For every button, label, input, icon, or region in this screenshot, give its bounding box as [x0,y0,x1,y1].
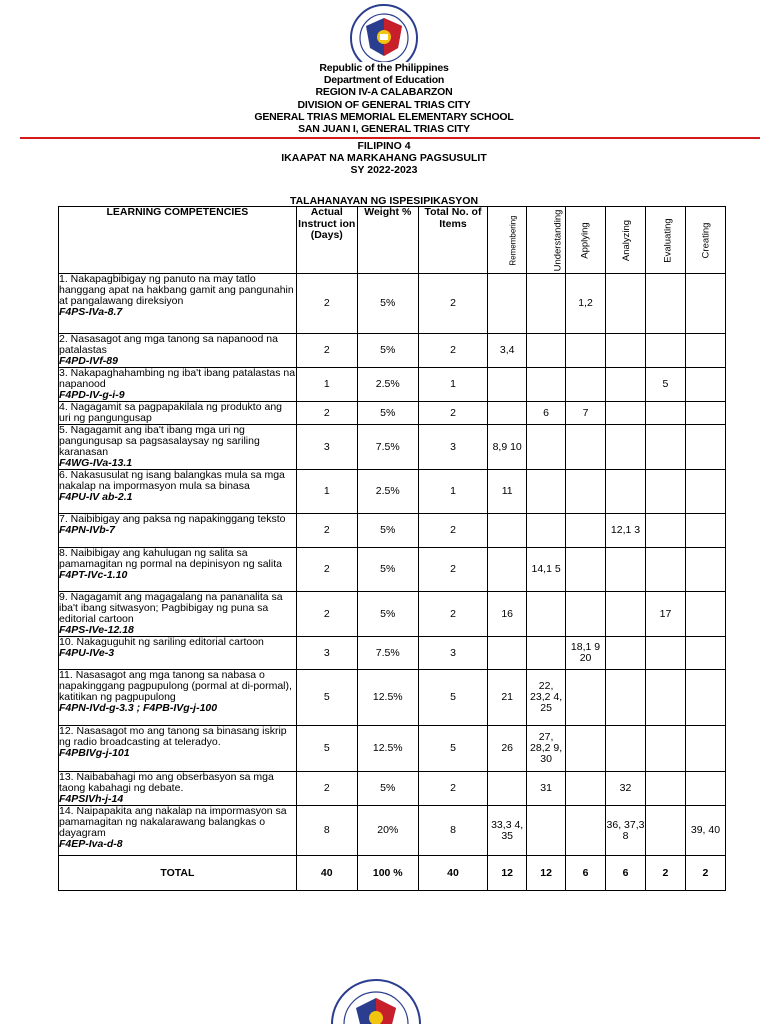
applying-cell [566,548,606,592]
competency-text: 2. Nasasagot ang mga tanong sa napanood na patalastas [59,333,278,356]
applying-cell [566,592,606,637]
total-creating: 2 [685,856,725,891]
deped-seal-footer-icon [330,978,422,1024]
remembering-cell [488,548,527,592]
evaluating-cell [645,334,685,368]
weight-cell: 2.5% [357,368,418,402]
creating-cell [685,548,725,592]
analyzing-cell [606,548,646,592]
analyzing-cell [606,274,646,334]
letterhead-line-address: SAN JUAN I, GENERAL TRIAS CITY [298,123,470,136]
competency-cell [59,637,297,670]
applying-cell: 18,1 9 20 [566,637,606,670]
evaluating-cell [645,726,685,772]
creating-cell [685,402,725,425]
items-cell: 5 [418,726,487,772]
understanding-cell [527,592,566,637]
items-cell: 5 [418,670,487,726]
competency-code: F4PS-IVe-12.18 [59,624,134,636]
competency-row [59,592,726,637]
total-days: 40 [296,856,357,891]
creating-cell: 39, 40 [685,806,725,856]
evaluating-cell [645,470,685,514]
understanding-cell: 14,1 5 [527,548,566,592]
remembering-cell: 16 [488,592,527,637]
understanding-cell [527,514,566,548]
competency-row [59,637,726,670]
understanding-cell: 22, 23,2 4, 25 [527,670,566,726]
applying-cell [566,334,606,368]
competency-row [59,470,726,514]
remembering-cell: 21 [488,670,527,726]
days-cell: 2 [296,592,357,637]
remembering-cell [488,368,527,402]
competency-cell [59,592,297,637]
competency-row [59,274,726,334]
evaluating-cell [645,806,685,856]
weight-cell: 7.5% [357,425,418,470]
competency-cell [59,726,297,772]
table-title: TALAHANAYAN NG ISPESIPIKASYON [289,195,479,207]
weight-cell: 5% [357,548,418,592]
days-cell: 2 [296,548,357,592]
evaluating-cell [645,637,685,670]
creating-cell [685,470,725,514]
competency-text: 14. Naipapakita ang nakalap na impormasyon sa pamamagitan ng nakalarawang balangkas o dayagram [59,805,287,839]
exam-title: IKAAPAT NA MARKAHANG PAGSUSULIT [281,151,487,164]
competency-code: F4PU-IVe-3 [59,647,115,659]
total-understanding: 12 [527,856,566,891]
understanding-cell [527,425,566,470]
days-cell: 5 [296,726,357,772]
competency-text: 5. Nagagamit ang iba't ibang mga uri ng pangungusap sa pagsasalaysay ng sariling karanasan [59,424,260,458]
items-cell: 3 [418,637,487,670]
competency-row [59,806,726,856]
evaluating-cell [645,514,685,548]
competency-text: 7. Naibibigay ang paksa ng napakinggang teksto [59,513,286,525]
remembering-cell: 11 [488,470,527,514]
items-cell: 2 [418,274,487,334]
total-weight: 100 % [357,856,418,891]
days-cell: 2 [296,772,357,806]
competency-code: F4PN-IVb-7 [59,524,116,536]
items-cell: 2 [418,402,487,425]
weight-cell: 20% [357,806,418,856]
remembering-cell [488,514,527,548]
competency-code: F4PN-IVd-g-3.3 ; F4PB-IVg-j-100 [59,702,218,714]
competency-cell [59,514,297,548]
analyzing-cell [606,726,646,772]
competency-cell [59,402,297,425]
total-row [59,856,726,891]
letterhead [0,62,768,135]
competency-row [59,670,726,726]
understanding-cell: 6 [527,402,566,425]
applying-cell [566,368,606,402]
specification-table [58,206,726,891]
analyzing-cell [606,637,646,670]
competency-text: 11. Nasasagot ang mga tanong sa nabasa o napakinggang pagpupulong (pormal at di-pormal), katitikan ng pagpupulong [59,669,292,703]
understanding-cell [527,806,566,856]
understanding-cell: 31 [527,772,566,806]
subject-title: FILIPINO 4 [357,140,411,152]
evaluating-cell [645,402,685,425]
letterhead-line-region: REGION IV-A CALABARZON [315,86,453,99]
remembering-cell [488,772,527,806]
applying-cell [566,726,606,772]
competency-text: 1. Nakapagbibigay ng panuto na may tatlo hanggang apat na hakbang gamit ang pangunahin at pangalawang direksiyon [59,273,294,307]
competency-code: F4PSIVh-j-14 [59,793,124,805]
days-cell: 2 [296,514,357,548]
col-header-analyzing: Analyzing [606,207,646,274]
creating-cell [685,670,725,726]
evaluating-cell [645,274,685,334]
competency-text: 10. Nakaguguhit ng sariling editorial cartoon [59,636,264,648]
items-cell: 8 [418,806,487,856]
total-analyzing: 6 [606,856,646,891]
competency-text: 6. Nakasusulat ng isang balangkas mula sa mga nakalap na impormasyon mula sa binasa [59,469,285,492]
weight-cell: 2.5% [357,470,418,514]
competency-row [59,402,726,425]
competency-code: F4PT-IVc-1.10 [59,569,128,581]
creating-cell [685,368,725,402]
creating-cell [685,637,725,670]
evaluating-cell [645,670,685,726]
days-cell: 2 [296,334,357,368]
days-cell: 2 [296,402,357,425]
competency-text: 9. Nagagamit ang magagalang na pananalita sa iba't ibang sitwasyon; Pagbibigay ng puna sa editorial cartoon [59,591,283,625]
evaluating-cell [645,425,685,470]
weight-cell: 5% [357,274,418,334]
remembering-cell [488,637,527,670]
col-header-evaluating: Evaluating [645,207,685,274]
competency-text: 13. Naibabahagi mo ang obserbasyon sa mga taong kabahagi ng debate. [59,771,274,794]
items-cell: 3 [418,425,487,470]
deped-seal-icon [340,4,428,62]
creating-cell [685,274,725,334]
applying-cell: 1,2 [566,274,606,334]
analyzing-cell: 36, 37,3 8 [606,806,646,856]
col-header-applying: Applying [566,207,606,274]
analyzing-cell [606,592,646,637]
analyzing-cell [606,670,646,726]
remembering-cell [488,274,527,334]
competency-text: 3. Nakapaghahambing ng iba't ibang patalastas na napanood [59,367,296,390]
competency-cell [59,806,297,856]
competency-cell [59,670,297,726]
analyzing-cell: 12,1 3 [606,514,646,548]
creating-cell [685,726,725,772]
total-label: TOTAL [59,856,297,891]
school-year: SY 2022-2023 [350,163,418,176]
weight-cell: 5% [357,402,418,425]
applying-cell [566,772,606,806]
understanding-cell [527,637,566,670]
remembering-cell [488,402,527,425]
total-remembering: 12 [488,856,527,891]
remembering-cell: 8,9 10 [488,425,527,470]
days-cell: 3 [296,637,357,670]
days-cell: 3 [296,425,357,470]
understanding-cell [527,334,566,368]
document-titles [0,141,768,176]
applying-cell [566,670,606,726]
items-cell: 2 [418,334,487,368]
total-items: 40 [418,856,487,891]
col-header-items: Total No. of Items [418,207,487,274]
header-divider [20,137,760,139]
total-evaluating: 2 [645,856,685,891]
items-cell: 2 [418,514,487,548]
applying-cell [566,806,606,856]
letterhead-line-division: DIVISION OF GENERAL TRIAS CITY [297,98,471,111]
evaluating-cell [645,548,685,592]
weight-cell: 12.5% [357,670,418,726]
col-header-understanding: Understanding [527,207,566,274]
competency-text: 8. Naibibigay ang kahulugan ng salita sa pamamagitan ng pormal na depinisyon ng salita [59,547,282,570]
weight-cell: 5% [357,592,418,637]
items-cell: 2 [418,548,487,592]
applying-cell [566,470,606,514]
analyzing-cell [606,470,646,514]
weight-cell: 5% [357,334,418,368]
understanding-cell: 27, 28,2 9, 30 [527,726,566,772]
understanding-cell [527,470,566,514]
competency-code: F4WG-IVa-13.1 [59,457,133,469]
evaluating-cell [645,772,685,806]
remembering-cell: 33,3 4, 35 [488,806,527,856]
competency-cell [59,334,297,368]
analyzing-cell [606,368,646,402]
competency-code: F4PU-IV ab-2.1 [59,491,133,503]
remembering-cell: 3,4 [488,334,527,368]
table-header-row [59,207,726,274]
weight-cell: 5% [357,514,418,548]
total-applying: 6 [566,856,606,891]
col-header-creating: Creating [685,207,725,274]
col-header-competencies: LEARNING COMPETENCIES [59,207,297,274]
analyzing-cell: 32 [606,772,646,806]
weight-cell: 5% [357,772,418,806]
items-cell: 1 [418,470,487,514]
competency-cell [59,274,297,334]
creating-cell [685,425,725,470]
competency-cell [59,425,297,470]
evaluating-cell: 17 [645,592,685,637]
competency-cell [59,470,297,514]
creating-cell [685,592,725,637]
col-header-weight: Weight % [357,207,418,274]
competency-row [59,772,726,806]
competency-row [59,726,726,772]
items-cell: 1 [418,368,487,402]
creating-cell [685,772,725,806]
days-cell: 5 [296,670,357,726]
understanding-cell [527,274,566,334]
competency-text: 12. Nasasagot mo ang tanong sa binasang iskrip ng radio broadcasting at teleradyo. [59,725,287,748]
analyzing-cell [606,334,646,368]
col-header-days: Actual Instruct ion (Days) [296,207,357,274]
analyzing-cell [606,402,646,425]
applying-cell: 7 [566,402,606,425]
items-cell: 2 [418,592,487,637]
evaluating-cell: 5 [645,368,685,402]
days-cell: 8 [296,806,357,856]
weight-cell: 12.5% [357,726,418,772]
weight-cell: 7.5% [357,637,418,670]
days-cell: 1 [296,470,357,514]
remembering-cell: 26 [488,726,527,772]
letterhead-line-deped: Department of Education [323,74,445,87]
competency-code: F4PD-IV-g-i-9 [59,389,125,401]
letterhead-line-republic: Republic of the Philippines [319,62,449,74]
days-cell: 2 [296,274,357,334]
col-header-remembering: Remembering [488,207,527,274]
competency-row [59,548,726,592]
competency-cell [59,368,297,402]
understanding-cell [527,368,566,402]
competency-row [59,425,726,470]
letterhead-line-school: GENERAL TRIAS MEMORIAL ELEMENTARY SCHOOL [254,110,514,123]
creating-cell [685,514,725,548]
competency-code: F4PS-IVa-8.7 [59,306,123,318]
competency-code: F4EP-Iva-d-8 [59,838,123,850]
applying-cell [566,514,606,548]
competency-row [59,334,726,368]
competency-text: 4. Nagagamit sa pagpapakilala ng produkto ang uri ng pangungusap [59,401,282,424]
days-cell: 1 [296,368,357,402]
competency-code: F4PBIVg-j-101 [59,747,130,759]
competency-row [59,514,726,548]
creating-cell [685,334,725,368]
competency-code: F4PD-IVf-89 [59,355,118,367]
competency-row [59,368,726,402]
competency-cell [59,548,297,592]
analyzing-cell [606,425,646,470]
competency-cell [59,772,297,806]
items-cell: 2 [418,772,487,806]
applying-cell [566,425,606,470]
